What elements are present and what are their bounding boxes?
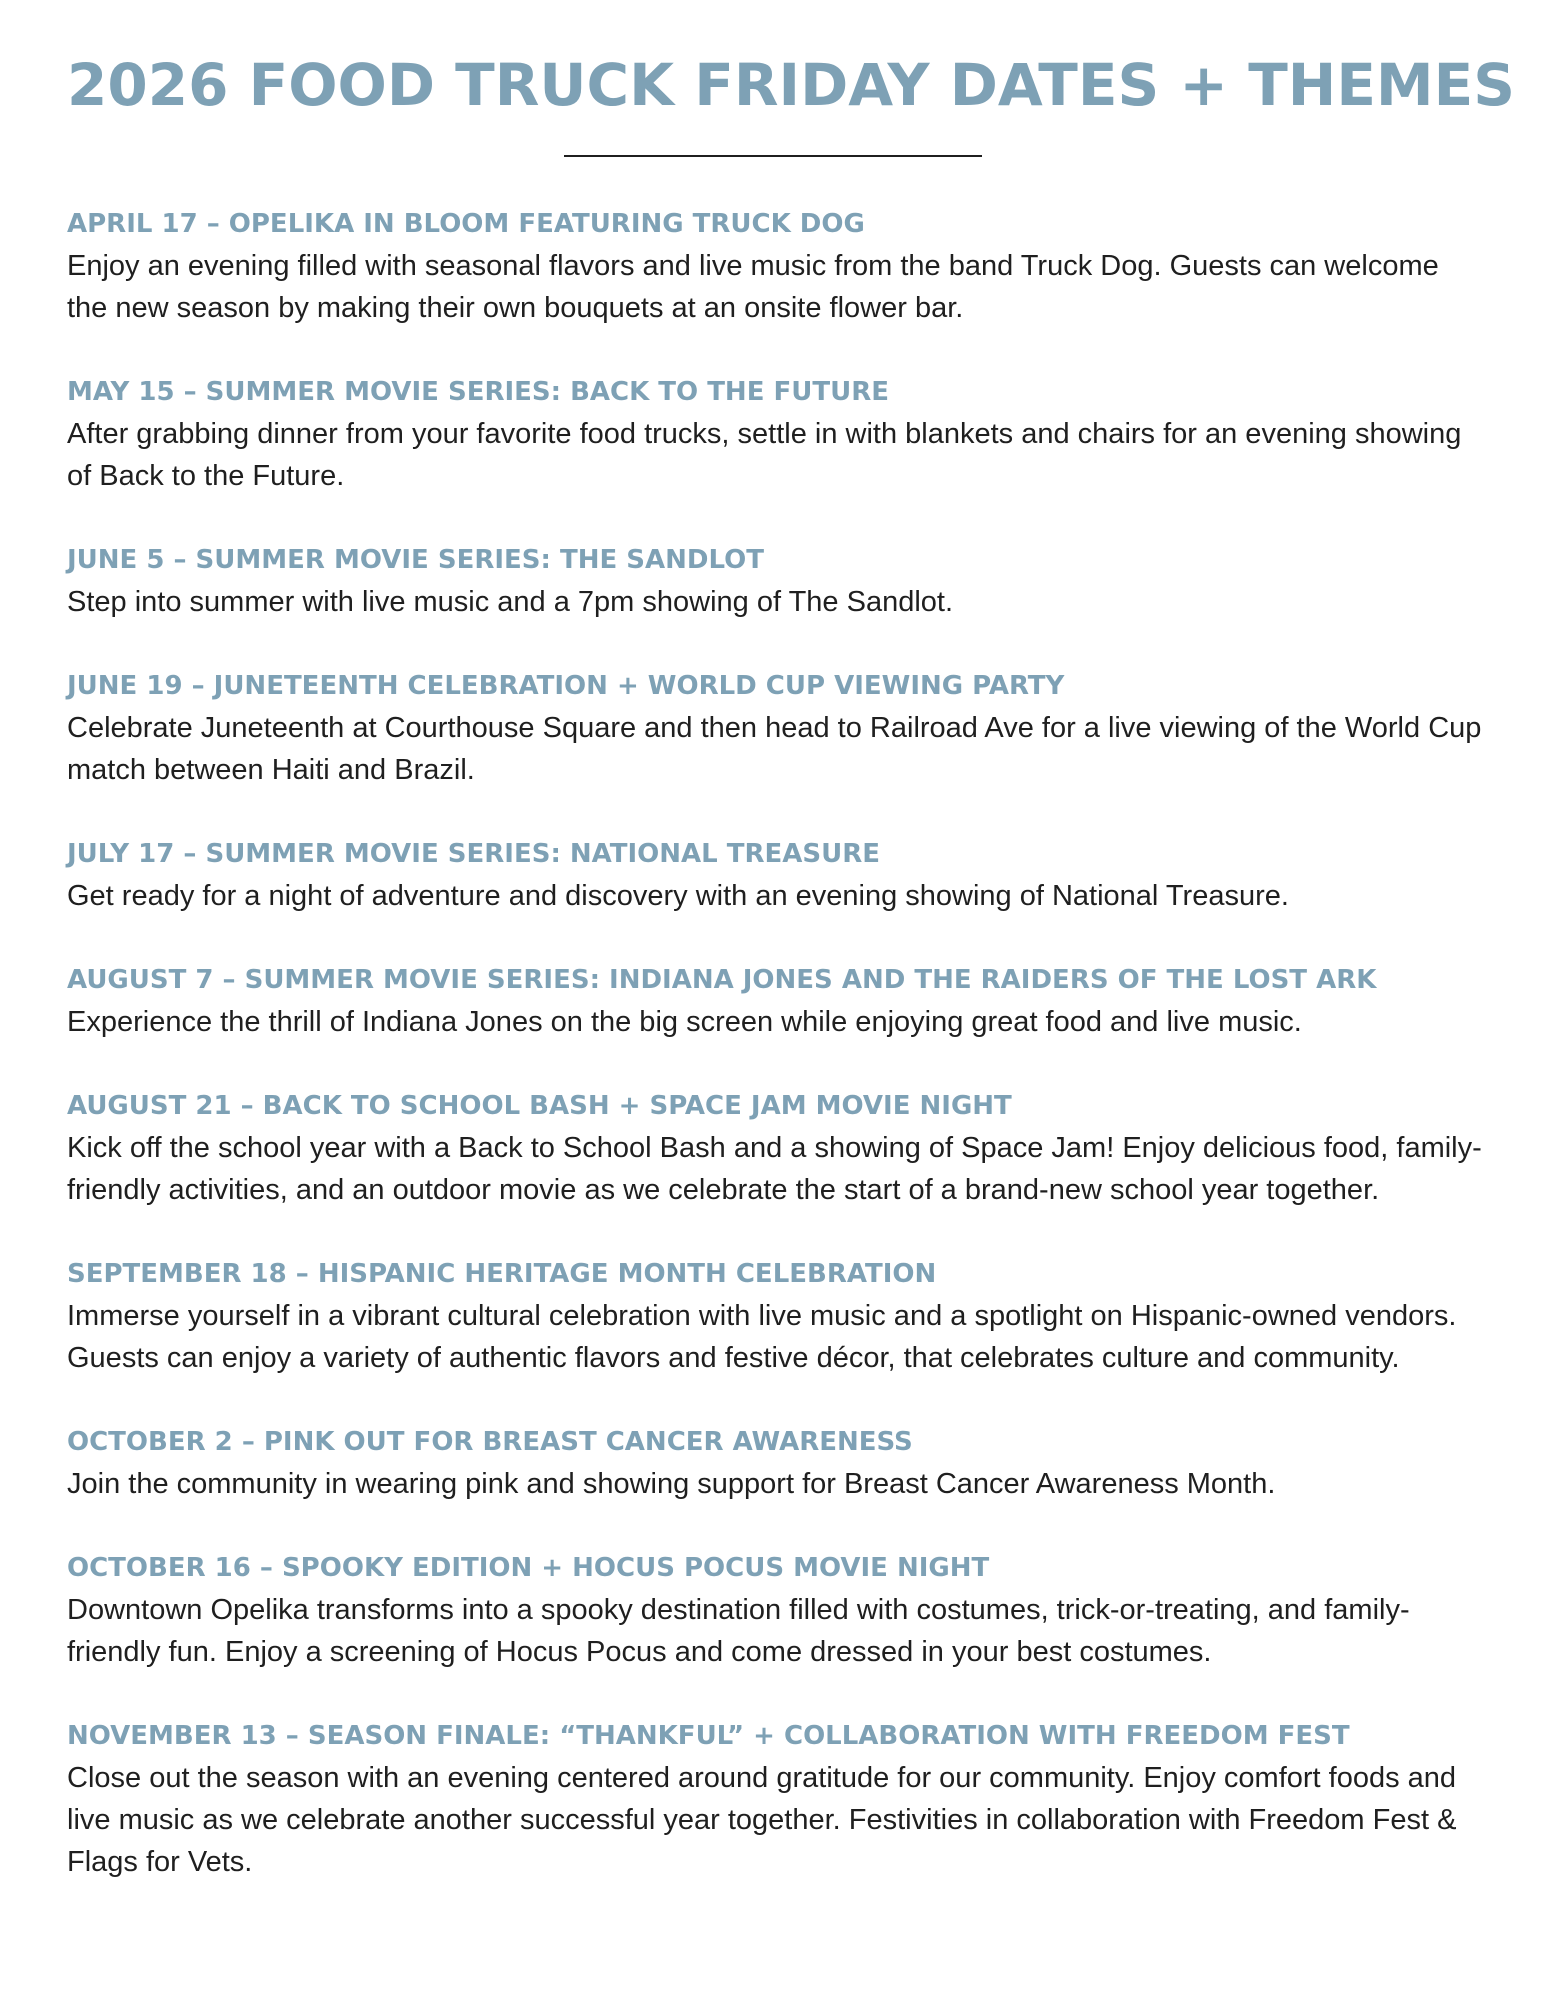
event-item-october-16 [67,1547,1487,1673]
event-heading: NOVEMBER 13 – SEASON FINALE: “THANKFUL” + COLLABORATION WITH FREEDOM FEST [67,1721,1350,1751]
event-heading: AUGUST 7 – SUMMER MOVIE SERIES: INDIANA JONES AND THE RAIDERS OF THE LOST ARK [67,965,1377,995]
event-heading: JUNE 19 – JUNETEENTH CELEBRATION + WORLD CUP VIEWING PARTY [67,671,1065,701]
event-heading: JUNE 5 – SUMMER MOVIE SERIES: THE SANDLOT [67,545,764,575]
event-item-april-17 [67,203,1487,329]
event-item-november-13 [67,1715,1487,1883]
event-item-july-17 [67,833,1487,917]
event-description: Celebrate Juneteenth at Courthouse Square and then head to Railroad Ave for a live viewing of the World Cup match between Haiti and Brazil. [67,712,1482,786]
page-title: 2026 FOOD TRUCK FRIDAY DATES + THEMES [67,51,1516,119]
event-heading: AUGUST 21 – BACK TO SCHOOL BASH + SPACE JAM MOVIE NIGHT [67,1091,1012,1121]
event-heading: APRIL 17 – OPELIKA IN BLOOM FEATURING TRUCK DOG [67,209,865,239]
event-description: Immerse yourself in a vibrant cultural celebration with live music and a spotlight on Hispanic-owned vendors. Guests can enjoy a variety of authentic flavors and festive décor, that celebrates culture and community. [67,1300,1457,1374]
event-item-august-21 [67,1085,1487,1211]
event-item-june-5 [67,539,1487,623]
event-description: Close out the season with an evening centered around gratitude for our community. Enjoy comfort foods and live music as we celebrate another successful year together. Festivities in collaboration with Freedom Fest & Flags for Vets. [67,1762,1457,1878]
event-item-september-18 [67,1253,1487,1379]
event-heading: MAY 15 – SUMMER MOVIE SERIES: BACK TO THE FUTURE [67,377,890,407]
event-item-june-19 [67,665,1487,791]
event-item-may-15 [67,371,1487,497]
event-description: After grabbing dinner from your favorite food trucks, settle in with blankets and chairs for an evening showing of Back to the Future. [67,418,1462,492]
event-description: Downtown Opelika transforms into a spooky destination filled with costumes, trick-or-treating, and family-friendly fun. Enjoy a screening of Hocus Pocus and come dressed in your best costumes. [67,1594,1410,1668]
event-item-october-2 [67,1421,1487,1505]
document-page [67,0,1516,1878]
event-heading: JULY 17 – SUMMER MOVIE SERIES: NATIONAL TREASURE [67,839,881,869]
event-description: Step into summer with live music and a 7pm showing of The Sandlot. [67,586,954,618]
event-heading: OCTOBER 16 – SPOOKY EDITION + HOCUS POCUS MOVIE NIGHT [67,1553,990,1583]
event-heading: SEPTEMBER 18 – HISPANIC HERITAGE MONTH CELEBRATION [67,1259,937,1289]
title-divider [564,155,982,157]
event-description: Join the community in wearing pink and showing support for Breast Cancer Awareness Month. [67,1468,1276,1500]
event-description: Experience the thrill of Indiana Jones on the big screen while enjoying great food and live music. [67,1006,1302,1038]
event-description: Get ready for a night of adventure and discovery with an evening showing of National Treasure. [67,880,1289,912]
event-description: Kick off the school year with a Back to School Bash and a showing of Space Jam! Enjoy delicious food, family-friendly activities, and an outdoor movie as we celebrate the start of a brand-new school year together. [67,1132,1482,1206]
event-list [67,203,1487,1925]
event-description: Enjoy an evening filled with seasonal flavors and live music from the band Truck Dog. Guests can welcome the new season by making their own bouquets at an onsite flower bar. [67,250,1439,324]
event-heading: OCTOBER 2 – PINK OUT FOR BREAST CANCER AWARENESS [67,1427,913,1457]
event-item-august-7 [67,959,1487,1043]
